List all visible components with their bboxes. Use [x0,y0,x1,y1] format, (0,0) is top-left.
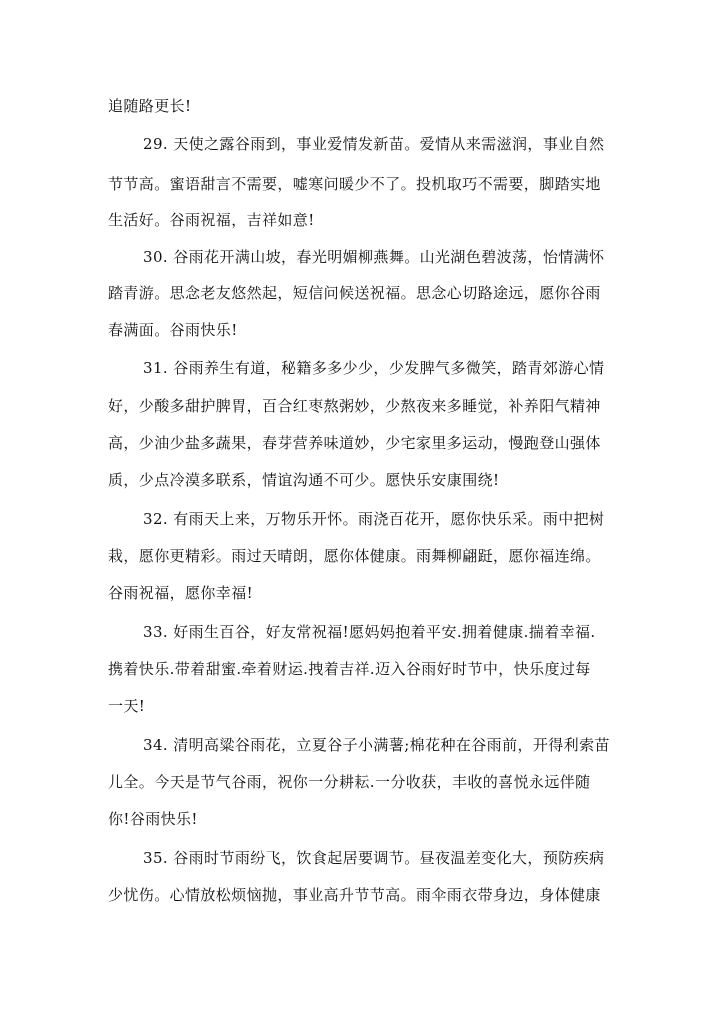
item-34-line: 34. 清明高粱谷雨花，立夏谷子小满薯;棉花种在谷雨前，开得利索苗 [143,736,610,754]
text-line: 谷雨祝福，愿你幸福! [108,584,254,602]
text-line: 携着快乐.带着甜蜜.牵着财运.拽着吉祥.迈入谷雨好时节中，快乐度过每 [108,660,591,678]
text-line: 少忧伤。心情放松烦恼抛，事业高升节节高。雨伞雨衣带身边，身体健康 [108,886,601,904]
text-line: 好，少酸多甜护脾胃，百合红枣熬粥妙，少熬夜来多睡觉，补养阳气精神 [108,397,601,415]
item-29-line: 29. 天使之露谷雨到，事业爱情发新苗。爱情从来需滋润，事业自然 [143,135,605,153]
text-line: 生活好。谷雨祝福，吉祥如意! [108,211,315,229]
text-line: 节节高。蜜语甜言不需要，嘘寒问暖少不了。投机取巧不需要，脚踏实地 [108,175,601,193]
item-33-line: 33. 好雨生百谷，好友常祝福!愿妈妈抱着平安.拥着健康.揣着幸福. [143,623,596,641]
item-31-line: 31. 谷雨养生有道，秘籍多多少少，少发脾气多微笑，踏青郊游心情 [143,359,605,377]
item-30-line: 30. 谷雨花开满山坡，春光明媚柳燕舞。山光湖色碧波荡，怡情满怀 [143,248,605,266]
text-line: 一天! [108,697,146,715]
text-line: 高，少油少盐多蔬果，春芽营养味道妙，少宅家里多运动，慢跑登山强体 [108,434,601,452]
text-line: 你!谷雨快乐! [108,810,198,828]
text-line: 追随路更长! [108,97,192,115]
text-line: 踏青游。思念老友悠然起，短信问候送祝福。思念心切路途远，愿你谷雨 [108,284,601,302]
text-line: 春满面。谷雨快乐! [108,321,238,339]
text-line: 栽，愿你更精彩。雨过天晴朗，愿你体健康。雨舞柳翩跹，愿你福连绵。 [108,547,601,565]
item-35-line: 35. 谷雨时节雨纷飞，饮食起居要调节。昼夜温差变化大，预防疾病 [143,849,605,867]
text-line: 儿全。今天是节气谷雨，祝你一分耕耘.一分收获，丰收的喜悦永远伴随 [108,773,591,791]
item-32-line: 32. 有雨天上来，万物乐开怀。雨浇百花开，愿你快乐采。雨中把树 [143,510,605,528]
text-line: 质，少点冷漠多联系，情谊沟通不可少。愿快乐安康围绕! [108,471,500,489]
